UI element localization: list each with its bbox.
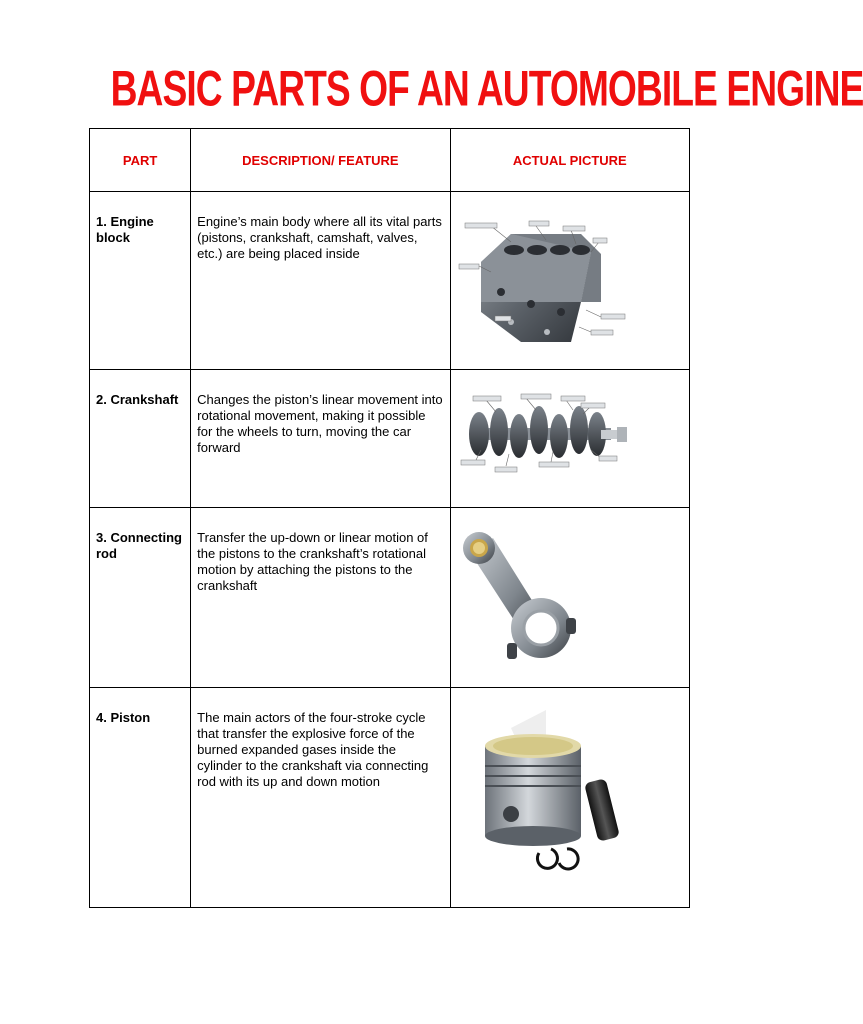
part-cell <box>90 192 191 370</box>
description-cell <box>191 508 450 688</box>
description-cell <box>191 688 450 908</box>
table-header-row <box>90 129 690 192</box>
piston-image <box>451 688 689 907</box>
header-part: PART <box>90 129 191 192</box>
part-description: Changes the piston’s linear movement into rotational movement, making it possible for the wheels to turn, moving the car forward <box>197 392 443 455</box>
part-name: 3. Connecting rod <box>96 530 182 561</box>
picture-cell <box>450 370 689 508</box>
header-picture: ACTUAL PICTURE <box>450 129 689 192</box>
part-cell <box>90 508 191 688</box>
connecting-rod-image <box>451 508 689 687</box>
table-row-crankshaft <box>90 370 690 508</box>
part-description: The main actors of the four-stroke cycle that transfer the explosive force of the burned expanded gases inside the cylinder to the crankshaft via connecting rod with its up and down motion <box>197 710 429 789</box>
part-description: Transfer the up-down or linear motion of the pistons to the crankshaft’s rotational motion by attaching the pistons to the crankshaft <box>197 530 428 593</box>
description-cell <box>191 192 450 370</box>
part-name: 1. Engine block <box>96 214 154 245</box>
header-description: DESCRIPTION/ FEATURE <box>191 129 450 192</box>
table-row-connecting-rod <box>90 508 690 688</box>
page-title: BASIC PARTS OF AN AUTOMOBILE ENGINE <box>110 61 863 117</box>
part-name: 4. Piston <box>96 710 151 725</box>
part-description: Engine’s main body where all its vital parts (pistons, crankshaft, camshaft, valves, etc.) are being placed inside <box>197 214 442 261</box>
part-cell <box>90 688 191 908</box>
engine-parts-table <box>89 128 690 908</box>
crankshaft-image <box>451 370 689 507</box>
picture-cell <box>450 192 689 370</box>
part-cell <box>90 370 191 508</box>
picture-cell <box>450 508 689 688</box>
table-row-piston <box>90 688 690 908</box>
engine-block-image <box>451 192 689 369</box>
picture-cell <box>450 688 689 908</box>
part-name: 2. Crankshaft <box>96 392 179 407</box>
description-cell <box>191 370 450 508</box>
table-row-engine-block <box>90 192 690 370</box>
